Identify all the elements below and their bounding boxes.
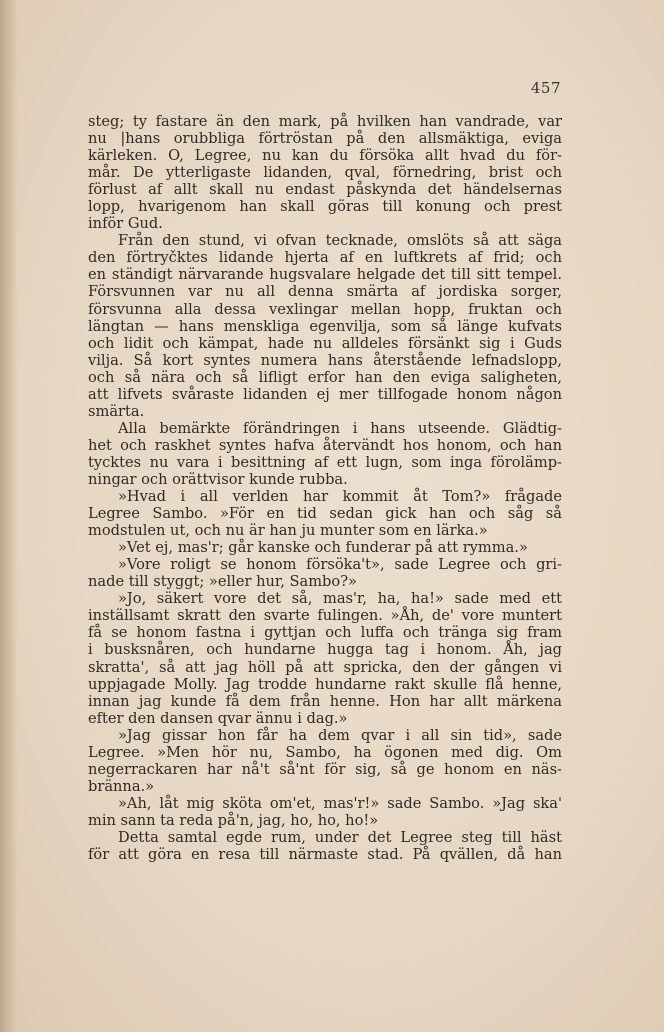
text-line: Från den stund, vi ofvan tecknade, omslöts så att säga — [118, 232, 562, 250]
text-line: Detta samtal egde rum, under det Legree steg till häst — [118, 828, 562, 846]
page-gutter-shadow — [0, 0, 18, 1032]
text-line: tycktes nu vara i besittning af ett lugn, som inga förolämp- — [88, 453, 562, 471]
text-line: i busksnåren, och hundarne hugga tag i honom. Åh, jag — [88, 641, 562, 659]
text-line: »Jag gissar hon får ha dem qvar i all sin tid», sade — [118, 726, 562, 744]
text-line: nu |hans orubbliga förtröstan på den allsmäktiga, eviga — [88, 130, 562, 148]
text-line: »Ah, låt mig sköta om'et, mas'r!» sade Sambo. »Jag ska' — [118, 794, 562, 812]
text-line: Legree. »Men hör nu, Sambo, ha ögonen med dig. Om — [88, 743, 562, 761]
text-line: modstulen ut, och nu är han ju munter som en lärka.» — [88, 522, 488, 540]
text-line: Försvunnen var nu all denna smärta af jordiska sorger, — [88, 283, 562, 301]
text-line: längtan — hans menskliga egenvilja, som så länge kufvats — [88, 317, 562, 335]
text-line: Legree Sambo. »För en tid sedan gick han och såg så — [88, 505, 562, 523]
text-line: mår. De ytterligaste lidanden, qval, förnedring, brist och — [88, 164, 562, 182]
text-line: »Vet ej, mas'r; går kanske och funderar på att rymma.» — [118, 539, 528, 557]
text-line: steg; ty fastare än den mark, på hvilken han vandrade, var — [88, 113, 562, 130]
text-line: att lifvets svåraste lidanden ej mer tillfogade honom någon — [88, 385, 562, 403]
text-line: vilja. Så kort syntes numera hans återstående lefnadslopp, — [88, 351, 562, 369]
text-line: nade till styggt; »eller hur, Sambo?» — [88, 573, 357, 591]
text-line: Alla bemärkte förändringen i hans utseende. Glädtig- — [118, 419, 562, 437]
text-line: inför Gud. — [88, 215, 163, 233]
page-number: 457 — [530, 79, 561, 97]
text-line: och lidit och kämpat, hade nu alldeles försänkt sig i Guds — [88, 334, 562, 352]
text-line: för att göra en resa till närmaste stad. På qvällen, då han — [88, 846, 562, 864]
text-line: den förtryčktes lidande hjerta af en luftkrets af frid; och — [88, 249, 562, 267]
text-line: förlust af allt skall nu endast påskynda det händelsernas — [88, 181, 562, 199]
text-line: och så nära och så lifligt erfor han den eviga saligheten, — [88, 368, 562, 386]
text-line: försvunna alla dessa vexlingar mellan hopp, fruktan och — [88, 300, 562, 318]
text-line: smärta. — [88, 402, 145, 420]
body-text — [88, 113, 562, 863]
text-line: het och raskhet syntes hafva återvändt hos honom, och han — [88, 436, 562, 454]
text-line: skratta', så att jag höll på att spricka, den der gången vi — [88, 658, 562, 676]
text-line: uppjagade Molly. Jag trodde hundarne rakt skulle flå henne, — [88, 675, 562, 693]
text-line: kärleken. O, Legree, nu kan du försöka allt hvad du för- — [88, 147, 562, 165]
text-line: en ständigt närvarande hugsvalare helgade det till sitt tempel. — [88, 266, 562, 284]
text-line: »Vore roligt se honom försöka't», sade Legree och gri- — [118, 556, 562, 574]
text-line: lopp, hvarigenom han skall göras till konung och prest — [88, 198, 562, 216]
text-line: »Jo, säkert vore det så, mas'r, ha, ha!» sade med ett — [118, 590, 562, 608]
text-line: »Hvad i all verlden har kommit åt Tom?» frågade — [118, 488, 562, 506]
text-line: ningar och orättvisor kunde rubba. — [88, 470, 348, 488]
text-line: innan jag kunde få dem från henne. Hon har allt märkena — [88, 692, 562, 710]
text-line: negerrackaren har nå't så'nt för sig, så ge honom en näs- — [88, 760, 562, 778]
text-line: inställsamt skratt den svarte fulingen. »Åh, de' vore muntert — [88, 607, 562, 625]
text-line: få se honom fastna i gyttjan och luffa och tränga sig fram — [88, 624, 562, 642]
text-line: min sann ta reda på'n, jag, ho, ho, ho!» — [88, 811, 379, 829]
text-line: bränna.» — [88, 777, 155, 795]
text-line: efter den dansen qvar ännu i dag.» — [88, 709, 348, 727]
